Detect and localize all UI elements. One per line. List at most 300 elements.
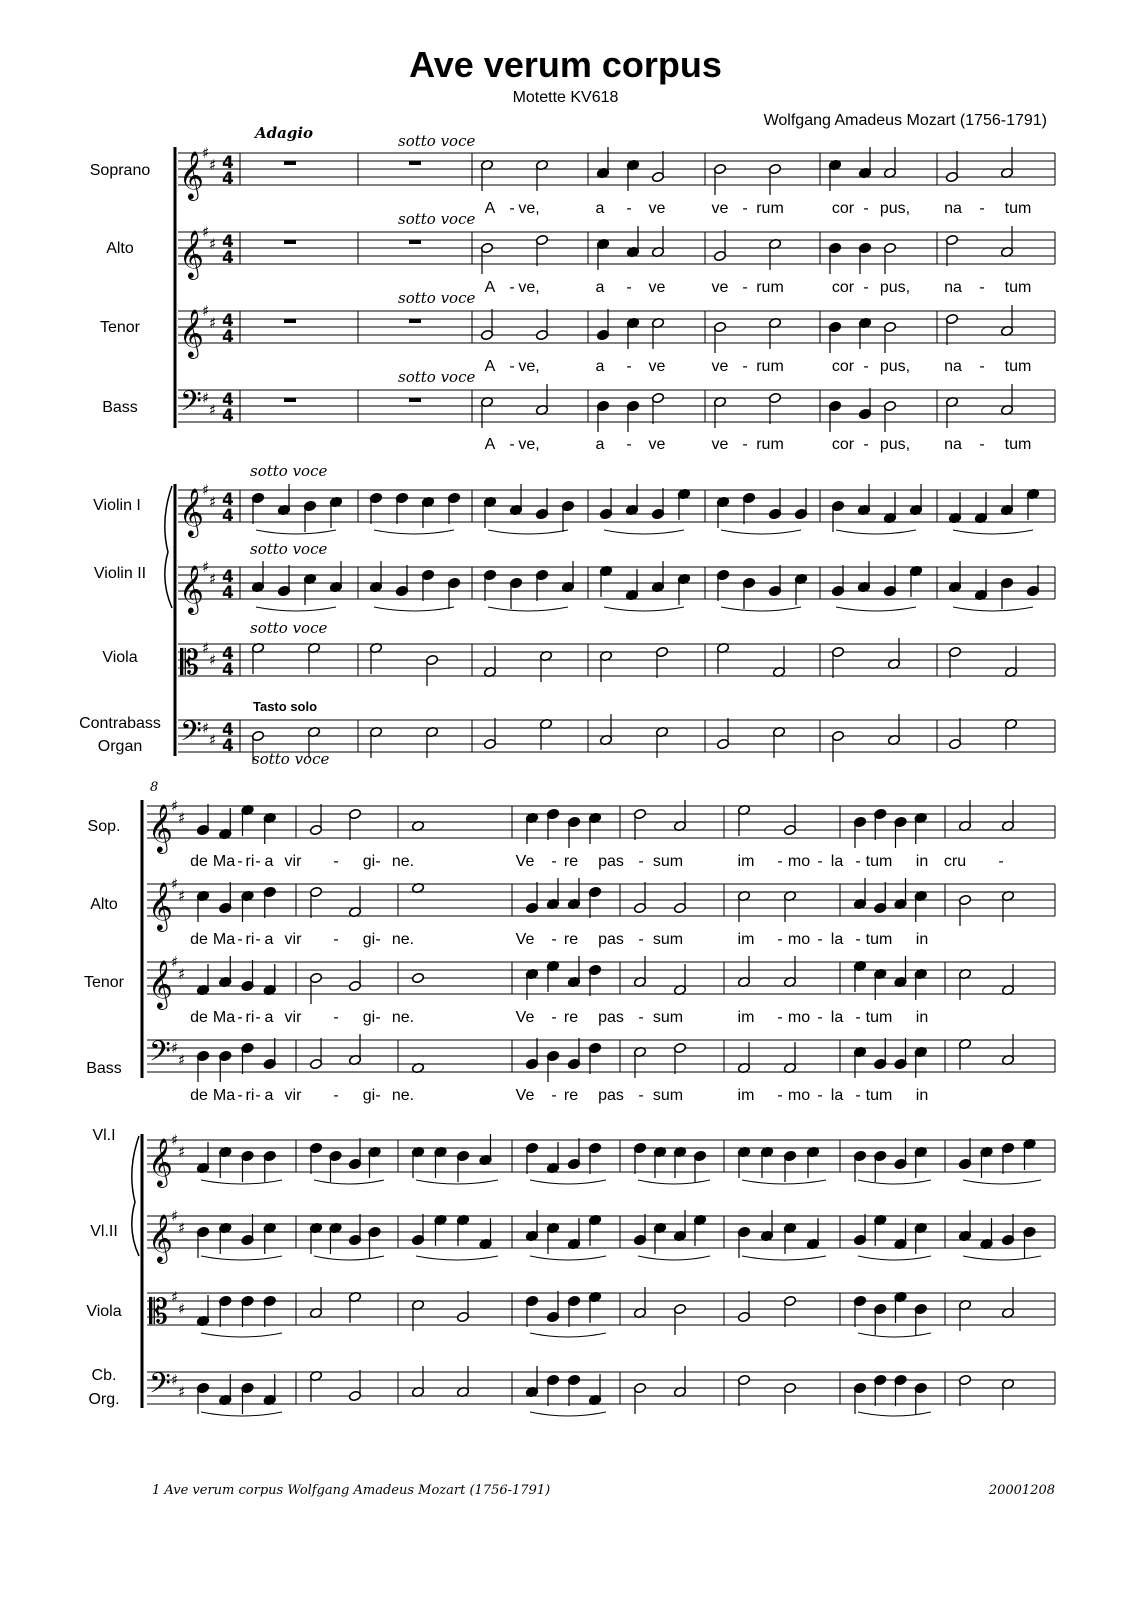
note-instrument	[794, 488, 807, 520]
note-choir	[828, 400, 841, 432]
note-instrument	[948, 492, 961, 524]
slur	[416, 1256, 498, 1260]
slur	[201, 1180, 282, 1184]
key-sharp: ♯	[209, 314, 217, 332]
note-instrument	[483, 718, 496, 750]
whole-rest	[284, 240, 296, 244]
note-system2	[1023, 1226, 1036, 1258]
lyric-syllable: -	[638, 853, 644, 870]
note-instrument	[535, 488, 548, 520]
note-instrument	[369, 642, 382, 674]
note-choir	[651, 226, 664, 258]
key-sharp: ♯	[209, 156, 217, 174]
note-instrument	[625, 484, 638, 516]
lyric-syllable: im	[737, 1087, 755, 1104]
note-system2	[525, 968, 538, 1000]
note-system2	[588, 1291, 601, 1323]
note-instrument	[716, 496, 729, 528]
note-instrument	[883, 492, 896, 524]
note-system2	[853, 816, 866, 848]
lyric-syllable: a	[595, 436, 605, 453]
lyric-syllable: rum	[756, 358, 784, 375]
note-instrument	[535, 569, 548, 601]
slur	[742, 1256, 826, 1260]
note-system2	[196, 1295, 209, 1327]
instrument-label: Sop.	[87, 818, 121, 835]
lyric-syllable: -	[777, 1087, 783, 1104]
lyric-syllable: cor	[831, 279, 855, 296]
note-system2	[219, 882, 232, 914]
bass-clef: 𝄢	[180, 385, 202, 425]
lyric-syllable: la	[830, 853, 844, 870]
lyric-syllable: im	[737, 1009, 755, 1026]
note-choir	[535, 309, 548, 341]
note-system2	[874, 1038, 887, 1070]
lyric-syllable: -	[551, 1009, 557, 1026]
note-system2	[368, 1226, 381, 1258]
note-system2	[1001, 800, 1014, 832]
instrument-label: Violin I	[93, 497, 141, 514]
lyric-syllable: gi	[362, 1009, 376, 1026]
note-instrument	[599, 650, 612, 682]
lyric-syllable: vir	[284, 1087, 302, 1104]
note-system2	[633, 1046, 646, 1078]
note-system2	[241, 890, 254, 922]
dynamic-marking: sotto voce	[398, 289, 476, 307]
dynamic-marking: sotto voce	[250, 540, 328, 558]
note-system2	[783, 956, 796, 988]
note-system2	[673, 800, 686, 832]
lyric-syllable: pas	[598, 1087, 624, 1104]
lyric-syllable: mo	[787, 1009, 811, 1026]
dynamic-marking: sotto voce	[398, 132, 476, 150]
whole-rest	[409, 319, 421, 323]
note-choir	[626, 317, 639, 349]
time-sig-numerator: 4	[222, 311, 234, 331]
note-system2	[1001, 1142, 1014, 1174]
lyric-syllable: im	[737, 931, 755, 948]
lyric-syllable: Ve	[515, 931, 535, 948]
note-choir	[713, 396, 726, 428]
lyric-syllable: -	[777, 853, 783, 870]
note-system2	[196, 1226, 209, 1258]
note-instrument	[716, 718, 729, 750]
note-system2	[411, 1214, 424, 1246]
note-system2	[760, 1146, 773, 1178]
lyric-syllable: ri	[245, 1087, 255, 1104]
lyric-syllable: tum	[1004, 358, 1032, 375]
note-system2	[241, 804, 254, 836]
note-instrument	[561, 561, 574, 593]
note-instrument	[974, 569, 987, 601]
dynamic-marking: sotto voce	[252, 750, 330, 768]
note-instrument	[1000, 484, 1013, 516]
note-system2	[914, 1046, 927, 1078]
note-system2	[263, 886, 276, 918]
note-choir	[1000, 305, 1013, 337]
violin-brace	[132, 1136, 139, 1256]
lyric-syllable: sum	[652, 931, 684, 948]
lyric-syllable: ne.	[391, 1009, 415, 1026]
note-system2	[760, 1210, 773, 1242]
whole-rest	[284, 398, 296, 402]
slur	[374, 607, 454, 611]
note-system2	[263, 964, 276, 996]
slur	[963, 1256, 1041, 1260]
staff-system1-0	[178, 153, 1055, 185]
note-choir	[480, 396, 493, 428]
instrument-label: Tenor	[83, 974, 125, 991]
note-system2	[783, 804, 796, 836]
note-system2	[434, 1214, 447, 1246]
note-system2	[673, 1042, 686, 1074]
note-instrument	[655, 726, 668, 758]
note-instrument	[831, 646, 844, 678]
key-sharp: ♯	[209, 651, 217, 669]
key-sharp: ♯	[171, 875, 179, 893]
slur	[858, 1256, 931, 1260]
lyric-syllable: -	[255, 931, 261, 948]
time-sig-numerator: 4	[222, 390, 234, 410]
instrument-label: Cb.	[91, 1367, 117, 1384]
key-sharp: ♯	[178, 1143, 186, 1161]
lyric-syllable: cor	[831, 200, 855, 217]
note-system2	[309, 1038, 322, 1070]
note-system2	[874, 882, 887, 914]
lyric-syllable: tum	[865, 931, 893, 948]
lyric-syllable: A	[484, 358, 496, 375]
lyric-syllable: -	[863, 436, 869, 453]
note-system2	[219, 1374, 232, 1406]
lyric-syllable: tum	[865, 1009, 893, 1026]
note-system2	[309, 1142, 322, 1174]
note-instrument	[831, 565, 844, 597]
note-system2	[874, 1374, 887, 1406]
key-sharp: ♯	[202, 302, 210, 320]
instrument-label: Violin II	[93, 565, 147, 582]
note-system2	[546, 878, 559, 910]
lyric-syllable: na	[944, 358, 962, 375]
note-system2	[914, 1222, 927, 1254]
note-system2	[673, 1303, 686, 1335]
treble-clef: 𝄞	[148, 959, 173, 1008]
note-system2	[914, 890, 927, 922]
note-system2	[737, 1226, 750, 1258]
note-system2	[853, 1382, 866, 1414]
note-system2	[980, 1146, 993, 1178]
lyric-syllable: -	[998, 853, 1004, 870]
note-system2	[411, 1146, 424, 1178]
note-system2	[588, 1214, 601, 1246]
note-instrument	[483, 496, 496, 528]
slur	[488, 607, 568, 611]
note-choir	[1000, 147, 1013, 179]
time-sig-denominator: 4	[222, 660, 234, 680]
instrument-label: Contrabass	[79, 715, 161, 732]
lyric-syllable: Ma	[212, 1087, 236, 1104]
key-sharp: ♯	[209, 493, 217, 511]
treble-clef: 𝄞	[148, 1213, 173, 1262]
lyric-syllable: -	[817, 1087, 823, 1104]
note-system2	[673, 964, 686, 996]
lyric-syllable: na	[944, 279, 962, 296]
note-system2	[874, 1150, 887, 1182]
lyric-syllable: -	[777, 1009, 783, 1026]
lyric-syllable: pus,	[879, 200, 911, 217]
note-system2	[806, 1146, 819, 1178]
lyric-syllable: -	[333, 931, 339, 948]
slur	[858, 1412, 931, 1416]
note-system2	[456, 1214, 469, 1246]
lyric-syllable: re	[563, 1087, 579, 1104]
note-system2	[263, 1295, 276, 1327]
note-system2	[633, 1142, 646, 1174]
lyric-syllable: pas	[598, 853, 624, 870]
note-system2	[456, 1366, 469, 1398]
whole-rest	[284, 319, 296, 323]
note-instrument	[948, 646, 961, 678]
lyric-syllable: -	[638, 1087, 644, 1104]
note-instrument	[303, 500, 316, 532]
note-choir	[1000, 384, 1013, 416]
lyric-syllable: Ve	[515, 853, 535, 870]
note-system2	[958, 1299, 971, 1331]
note-instrument	[277, 484, 290, 516]
key-sharp: ♯	[209, 401, 217, 419]
note-choir	[945, 396, 958, 428]
staff-system1-2	[178, 311, 1055, 343]
lyric-syllable: a	[595, 358, 605, 375]
lyric-syllable: mo	[787, 1087, 811, 1104]
bass-clef: 𝄢	[149, 1367, 171, 1407]
note-system2	[894, 878, 907, 910]
note-instrument	[369, 561, 382, 593]
instrument-label: Viola	[86, 1303, 122, 1320]
lyric-syllable: A	[484, 200, 496, 217]
note-system2	[653, 1222, 666, 1254]
note-system2	[588, 1374, 601, 1406]
key-sharp: ♯	[178, 1219, 186, 1237]
key-sharp: ♯	[178, 809, 186, 827]
note-instrument	[483, 569, 496, 601]
staff-system1-1	[178, 232, 1055, 264]
note-instrument	[857, 484, 870, 516]
lyric-syllable: Ma	[212, 853, 236, 870]
time-sig-numerator: 4	[222, 490, 234, 510]
note-system2	[411, 1299, 424, 1331]
note-system2	[567, 1138, 580, 1170]
lyric-syllable: cor	[831, 436, 855, 453]
note-instrument	[909, 484, 922, 516]
note-system2	[1001, 1034, 1014, 1066]
key-sharp: ♯	[178, 887, 186, 905]
note-choir	[626, 226, 639, 258]
time-sig-denominator: 4	[222, 169, 234, 189]
key-sharp: ♯	[202, 223, 210, 241]
lyric-syllable: Ve	[515, 1087, 535, 1104]
note-system2	[196, 1050, 209, 1082]
lyric-syllable: -	[375, 853, 381, 870]
lyric-syllable: -	[509, 436, 515, 453]
note-system2	[894, 1138, 907, 1170]
note-system2	[633, 808, 646, 840]
note-system2	[737, 956, 750, 988]
slur	[604, 607, 684, 611]
key-sharp: ♯	[209, 731, 217, 749]
bass-clef: 𝄢	[149, 1035, 171, 1075]
time-sig-denominator: 4	[222, 327, 234, 347]
note-system2	[894, 956, 907, 988]
lyric-syllable: gi	[362, 931, 376, 948]
slur	[530, 1256, 606, 1260]
note-system2	[219, 1222, 232, 1254]
note-system2	[567, 878, 580, 910]
lyric-syllable: vir	[284, 1009, 302, 1026]
note-system2	[309, 1222, 322, 1254]
lyric-syllable: -	[863, 279, 869, 296]
lyric-syllable: re	[563, 931, 579, 948]
lyric-syllable: -	[509, 358, 515, 375]
note-system2	[567, 816, 580, 848]
lyric-syllable: -	[237, 1009, 243, 1026]
note-system2	[874, 1303, 887, 1335]
lyric-syllable: pas	[598, 931, 624, 948]
time-sig-denominator: 4	[222, 248, 234, 268]
note-system2	[588, 1042, 601, 1074]
lyric-syllable: tum	[865, 1087, 893, 1104]
time-sig-numerator: 4	[222, 644, 234, 664]
note-instrument	[251, 492, 264, 524]
note-system2	[348, 1138, 361, 1170]
note-system2	[456, 1291, 469, 1323]
note-system2	[546, 1222, 559, 1254]
note-system2	[633, 882, 646, 914]
lyric-syllable: -	[638, 1009, 644, 1026]
lyric-syllable: in	[915, 1009, 929, 1026]
note-instrument	[887, 714, 900, 746]
note-system2	[309, 804, 322, 836]
lyric-syllable: -	[855, 931, 861, 948]
slur	[314, 1180, 384, 1184]
lyric-syllable: pus,	[879, 436, 911, 453]
key-sharp: ♯	[178, 1051, 186, 1069]
note-instrument	[857, 561, 870, 593]
note-system2	[348, 1370, 361, 1402]
time-sig-denominator: 4	[222, 736, 234, 756]
note-choir	[828, 242, 841, 274]
note-choir	[535, 159, 548, 191]
note-system2	[673, 882, 686, 914]
notehead	[411, 972, 424, 983]
note-choir	[768, 317, 781, 349]
whole-rest	[284, 161, 296, 165]
lyric-syllable: ve	[711, 358, 729, 375]
note-system2	[309, 1370, 322, 1402]
note-choir	[596, 238, 609, 270]
lyric-syllable: ve	[711, 279, 729, 296]
note-choir	[713, 321, 726, 353]
lyric-syllable: sum	[652, 1009, 684, 1026]
note-choir	[858, 317, 871, 349]
note-choir	[480, 159, 493, 191]
lyric-syllable: -	[742, 200, 748, 217]
note-instrument	[651, 488, 664, 520]
note-system2	[196, 890, 209, 922]
note-instrument	[425, 654, 438, 686]
slur	[953, 530, 1033, 534]
lyric-syllable: -	[777, 931, 783, 948]
note-instrument	[599, 714, 612, 746]
note-system2	[633, 1382, 646, 1414]
note-system2	[958, 968, 971, 1000]
note-system2	[196, 964, 209, 996]
note-system2	[588, 812, 601, 844]
time-sig-numerator: 4	[222, 153, 234, 173]
slur	[858, 1180, 931, 1184]
note-instrument	[369, 726, 382, 758]
lyric-syllable: la	[830, 1009, 844, 1026]
note-instrument	[794, 573, 807, 605]
lyric-syllable: -	[626, 279, 632, 296]
note-system2	[329, 1222, 342, 1254]
note-system2	[853, 878, 866, 910]
lyric-syllable: -	[979, 200, 985, 217]
lyric-syllable: -	[255, 1087, 261, 1104]
note-system2	[263, 1038, 276, 1070]
slur	[721, 530, 801, 534]
lyric-syllable: pus,	[879, 358, 911, 375]
lyric-syllable: -	[742, 358, 748, 375]
note-instrument	[329, 561, 342, 593]
lyric-syllable: pas	[598, 1009, 624, 1026]
lyric-syllable: a	[264, 1087, 274, 1104]
lyric-syllable: vir	[284, 853, 302, 870]
note-system2	[894, 1291, 907, 1323]
note-system2	[894, 1218, 907, 1250]
note-choir	[596, 309, 609, 341]
whole-rest	[409, 161, 421, 165]
note-system2	[263, 1222, 276, 1254]
instrument-label: Viola	[102, 649, 138, 666]
note-system2	[348, 1291, 361, 1323]
note-choir	[883, 242, 896, 274]
instrument-label: Alto	[106, 240, 134, 257]
key-sharp: ♯	[171, 953, 179, 971]
lyric-syllable: ve	[711, 436, 729, 453]
lyric-syllable: tum	[1004, 200, 1032, 217]
lyric-syllable: ve,	[518, 436, 540, 453]
note-system2	[737, 1374, 750, 1406]
lyric-syllable: ne.	[391, 931, 415, 948]
lyric-syllable: -	[333, 853, 339, 870]
treble-clef: 𝄞	[179, 229, 204, 278]
note-system2	[653, 1146, 666, 1178]
note-choir	[828, 159, 841, 191]
lyric-syllable: -	[237, 853, 243, 870]
lyric-syllable: re	[563, 1009, 579, 1026]
lyric-syllable: -	[638, 931, 644, 948]
note-system2	[1001, 1214, 1014, 1246]
lyric-syllable: pus,	[879, 279, 911, 296]
score-title: Ave verum corpus	[409, 44, 722, 85]
note-system2	[219, 1146, 232, 1178]
slur	[314, 1256, 384, 1260]
note-system2	[737, 804, 750, 836]
instrument-label: Vl.I	[92, 1127, 116, 1144]
treble-clef: 𝄞	[179, 487, 204, 536]
slur	[604, 530, 684, 534]
note-instrument	[539, 718, 552, 750]
